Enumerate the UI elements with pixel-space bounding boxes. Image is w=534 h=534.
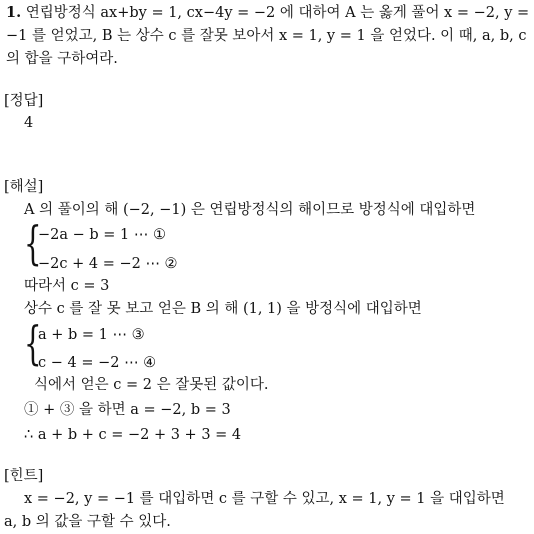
system-brace-1: { [24,216,42,270]
solution-line-1: A 의 풀이의 해 (−2, −1) 은 연립방정식의 해이므로 방정식에 대입하면 [24,202,476,218]
system-brace-2: { [24,316,42,370]
problem-line-1 [6,4,529,22]
system-2-eq-2: c − 4 = −2 ⋯ ④ [38,355,157,371]
problem-line-2: −1 를 얻었고, B 는 상수 c 를 잘못 보아서 x = 1, y = 1 을 얻었다. 이 때, a, b, c [6,28,527,44]
solution-line-6: ∴ a + b + c = −2 + 3 + 3 = 4 [24,427,242,443]
solution-line-3: 상수 c 를 잘 못 보고 얻은 B 의 해 (1, 1) 을 방정식에 대입하면 [24,301,422,317]
solution-line-2: 따라서 c = 3 [24,278,110,294]
system-1-eq-2: −2c + 4 = −2 ⋯ ② [38,256,178,272]
system-1-eq-1: −2a − b = 1 ⋯ ① [38,227,166,243]
problem-line-3: 의 합을 구하여라. [6,51,118,67]
answer-header: [정답] [4,93,44,109]
problem-number: 1. [6,4,22,21]
problem-text-1: 연립방정식 ax+by = 1, cx−4y = −2 에 대하여 A 는 옳게 풀어 x = −2, y = [25,5,530,21]
system-2-eq-1: a + b = 1 ⋯ ③ [38,327,145,343]
solution-line-4: 식에서 얻은 c = 2 은 잘못된 값이다. [34,377,269,393]
hint-header: [힌트] [4,468,44,484]
solution-line-5: ① + ③ 을 하면 a = −2, b = 3 [24,402,231,418]
hint-line-2: a, b 의 값을 구할 수 있다. [4,514,171,530]
solution-header: [해설] [4,179,44,195]
hint-line-1: x = −2, y = −1 를 대입하면 c 를 구할 수 있고, x = 1, y = 1 을 대입하면 [24,491,505,507]
answer-value: 4 [24,115,34,131]
